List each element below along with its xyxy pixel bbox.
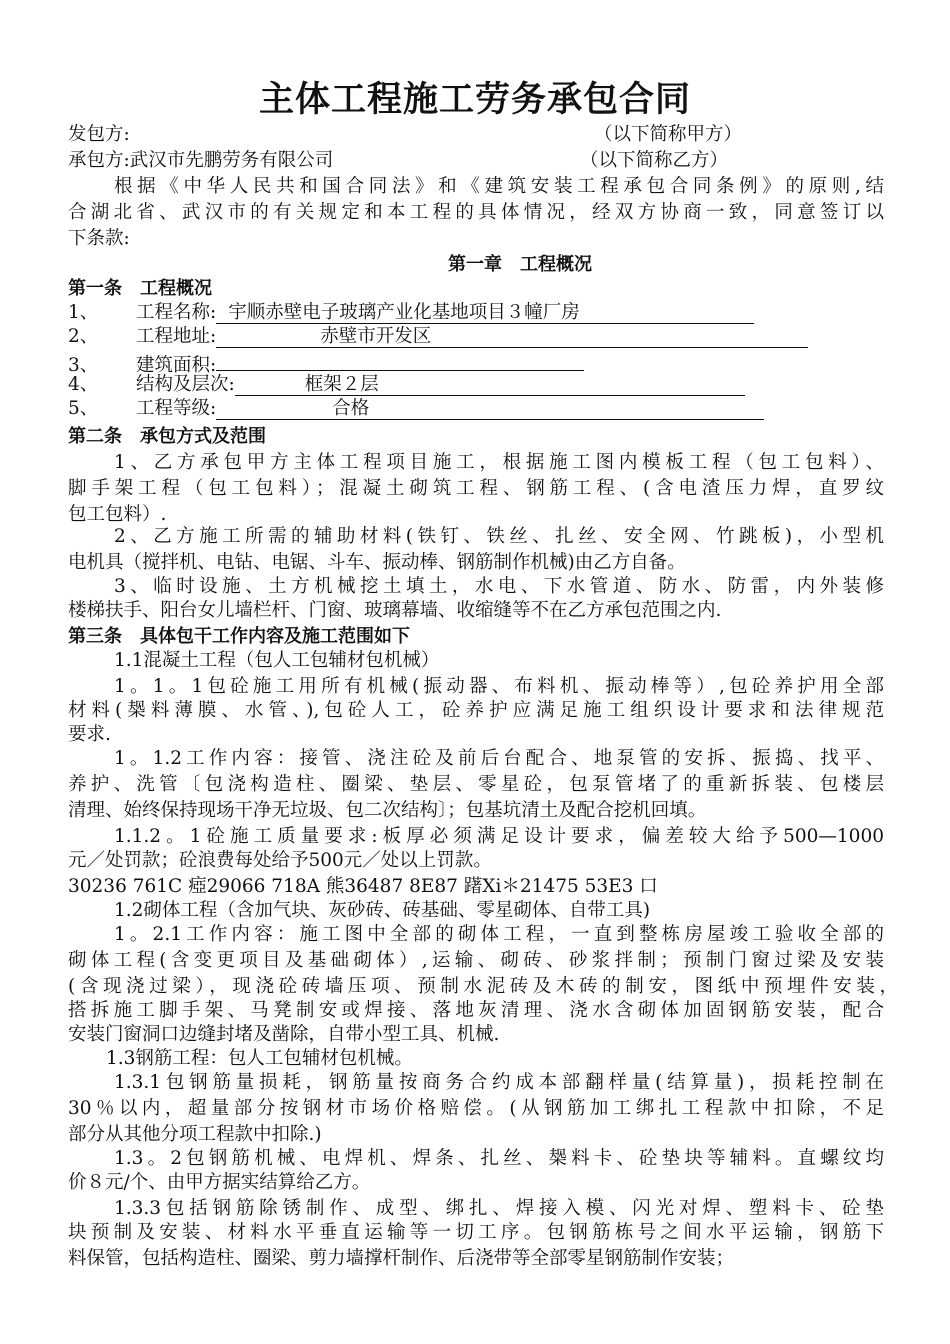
paragraph-line: 2、乙方施工所需的辅助材料(铁钉、铁丝、扎丝、安全网、竹跳板)，小型机: [114, 526, 884, 547]
item-label: 工程名称:: [136, 302, 217, 323]
item-number: 2、: [68, 326, 99, 347]
paragraph-line: 脚手架工程（包工包料）；混凝土砌筑工程、钢筋工程、(含电渣压力焊，直罗纹: [68, 478, 884, 499]
item-label: 结构及层次:: [136, 374, 235, 395]
article-heading: 第一条 工程概况: [68, 278, 212, 299]
item-number: 5、: [68, 398, 99, 419]
item-value: 合格: [216, 398, 764, 420]
item-number: 4、: [68, 374, 99, 395]
paragraph-line: 1.3.3包括钢筋除锈制作、成型、绑扎、焊接入模、闪光对焊、塑料卡、砼垫: [114, 1198, 884, 1219]
item-value: 宇顺赤壁电子玻璃产业化基地项目３幢厂房: [216, 302, 754, 324]
party-a-label: 发包方:: [68, 124, 130, 145]
intro-line: 根据《中华人民共和国合同法》和《建筑安装工程承包合同条例》的原则,结: [114, 176, 884, 197]
paragraph-line: 搭拆施工脚手架、马凳制安或焊接、落地灰清理、浇水含砌体加固钢筋安装，配合: [68, 1000, 884, 1021]
paragraph-line: 1。2.1工作内容：施工图中全部的砌体工程，一直到整栋房屋竣工验收全部的: [114, 924, 884, 945]
paragraph-line: 安装门窗洞口边缝封堵及凿除，自带小型工具、机械.: [68, 1024, 500, 1045]
party-b-note: （以下简称乙方）: [580, 150, 729, 171]
item-label: 建筑面积:: [136, 355, 217, 376]
item-value: 赤壁市开发区: [216, 326, 808, 348]
item-number: 1、: [68, 302, 99, 323]
paragraph-line: 价８元/个、由甲方据实结算给乙方。: [68, 1172, 371, 1193]
paragraph-line: 砌体工程(含变更项目及基础砌体）,运输、砌砖、砂浆拌制；预制门窗过梁及安装: [68, 950, 884, 971]
intro-line: 合湖北省、武汉市的有关规定和本工程的具体情况，经双方协商一致，同意签订以: [68, 202, 884, 223]
paragraph-line: 包工包料）.: [68, 504, 167, 525]
paragraph-line: 部分从其他分项工程款中扣除.): [68, 1124, 322, 1145]
paragraph-line: 1.1.2。1砼施工质量要求:板厚必须满足设计要求，偏差较大给予500—1000: [114, 826, 884, 847]
article-heading: 第二条 承包方式及范围: [68, 426, 266, 447]
item-value: [216, 348, 584, 371]
paragraph-line: 30236 761C 瘂29066 718A 熊36487 8E87 躇Xi＊21475 53E3 口: [68, 876, 658, 897]
item-value: 框架２层: [235, 374, 745, 396]
paragraph-line: 1.1混凝土工程（包人工包辅材包机械）: [114, 650, 440, 671]
item-label: 工程地址:: [136, 326, 217, 347]
paragraph-line: 电机具（搅拌机、电钻、电锯、斗车、振动棒、钢筋制作机械)由乙方自备。: [68, 552, 686, 573]
paragraph-line: 1.2砌体工程（含加气块、灰砂砖、砖基础、零星砌体、自带工具): [114, 900, 651, 921]
party-b-label: 承包方:武汉市先鹏劳务有限公司: [68, 150, 334, 171]
paragraph-line: (含现浇过梁），现浇砼砖墙压项、预制水泥砖及木砖的制安，图纸中预埋件安装，: [68, 976, 898, 997]
paragraph-line: 要求.: [68, 724, 111, 745]
paragraph-line: 30％以内，超量部分按钢材市场价格赔偿。(从钢筋加工绑扎工程款中扣除，不足: [68, 1098, 884, 1119]
paragraph-line: 1.3.1包钢筋量损耗，钢筋量按商务合约成本部翻样量(结算量)，损耗控制在: [114, 1072, 884, 1093]
project-item: [68, 300, 898, 326]
paragraph-line: 楼梯扶手、阳台女儿墙栏杆、门窗、玻璃幕墙、收缩缝等不在乙方承包范围之内.: [68, 600, 722, 621]
project-item: [68, 324, 898, 350]
paragraph-line: 1。1.2工作内容：接管、浇注砼及前后台配合、地泵管的安拆、振捣、找平、: [114, 748, 884, 769]
paragraph-line: 1.3钢筋工程：包人工包辅材包机械。: [106, 1048, 413, 1069]
paragraph-line: 元／处罚款；砼浪费每处给予500元／处以上罚款。: [68, 850, 492, 871]
party-a-note: （以下简称甲方）: [594, 124, 743, 145]
chapter-heading: 第一章 工程概况: [448, 254, 592, 275]
intro-line: 下条款:: [68, 228, 130, 249]
paragraph-line: 清理、始终保持现场干净无垃圾、包二次结构〕；包基坑清土及配合挖机回填。: [68, 800, 707, 821]
paragraph-line: 1、乙方承包甲方主体工程项目施工，根据施工图内模板工程（包工包料）、: [114, 452, 884, 473]
paragraph-line: 材料(椝料薄膜、水管、),包砼人工，砼养护应满足施工组织设计要求和法律规范: [68, 700, 884, 721]
paragraph-line: 料保管，包括构造柱、圈梁、剪力墙撑杆制作、后浇带等全部零星钢筋制作安装；: [68, 1248, 735, 1269]
paragraph-line: 1。1。1包砼施工用所有机械(振动器、布料机、振动棒等）,包砼养护用全部: [114, 676, 884, 697]
paragraph-line: 1.3。2包钢筋机械、电焊机、焊条、扎丝、椝料卡、砼垫块等辅料。直螺纹均: [114, 1148, 884, 1169]
paragraph-line: 养护、洗管〔包浇构造柱、圈梁、垫层、零星砼，包泵管堵了的重新拆装、包楼层: [68, 774, 884, 795]
paragraph-line: 块预制及安装、材料水平垂直运输等一切工序。包钢筋栋号之间水平运输，钢筋下: [68, 1222, 884, 1243]
article-heading: 第三条 具体包干工作内容及施工范围如下: [68, 626, 410, 647]
project-item: [68, 396, 898, 422]
paragraph-line: 3、临时设施、土方机械挖土填土，水电、下水管道、防水、防雷，内外装修: [114, 576, 884, 597]
item-number: 3、: [68, 355, 99, 376]
document-title: 主体工程施工劳务承包合同: [258, 80, 691, 120]
project-item: [68, 372, 898, 398]
item-label: 工程等级:: [136, 398, 217, 419]
